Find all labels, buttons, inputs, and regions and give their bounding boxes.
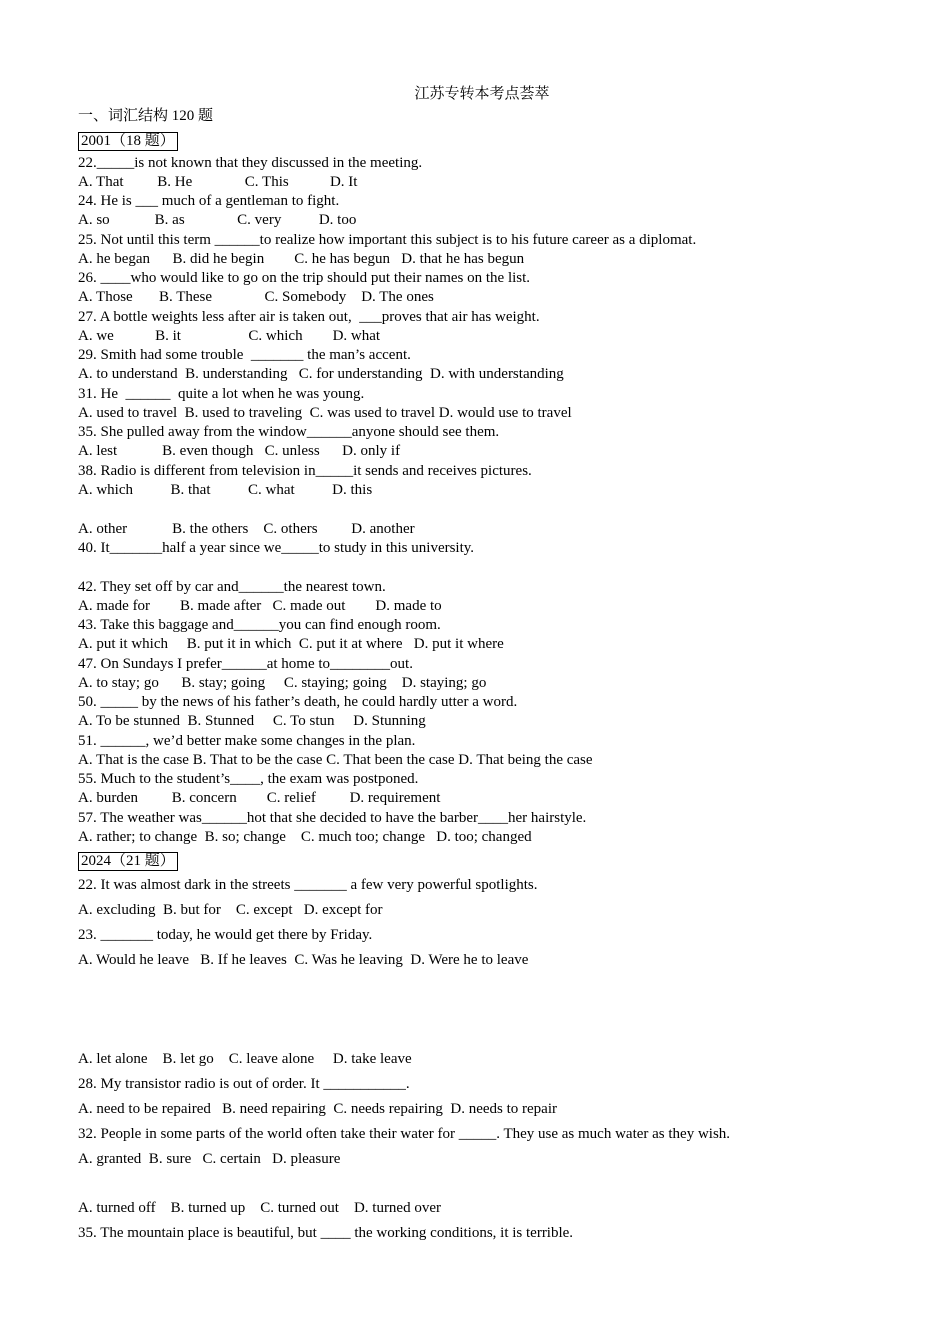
document-title: 江苏专转本考点荟萃	[414, 86, 550, 102]
section-heading: 一、词汇结构 120 题	[78, 108, 214, 124]
options-line: A. To be stunned B. Stunned C. To stun D. Stunning	[78, 713, 426, 729]
year-box: 2001（18 题）	[78, 132, 178, 151]
options-line: A. we B. it C. which D. what	[78, 328, 381, 344]
options-line: A. That is the case B. That to be the case C. That been the case D. That being the case	[78, 752, 593, 768]
question-line: 40. It_______half a year since we_____to study in this university.	[78, 540, 475, 556]
question-line: 24. He is ___ much of a gentleman to fight.	[78, 193, 340, 209]
options-line: A. Those B. These C. Somebody D. The ones	[78, 289, 434, 305]
options-line: A. granted B. sure C. certain D. pleasure	[78, 1151, 341, 1167]
question-line: 57. The weather was______hot that she decided to have the barber____her hairstyle.	[78, 810, 587, 826]
question-line: 51. ______, we’d better make some changes in the plan.	[78, 733, 416, 749]
options-line: A. made for B. made after C. made out D. made to	[78, 598, 442, 614]
year-box: 2024（21 题）	[78, 852, 178, 871]
question-line: 22. It was almost dark in the streets _______ a few very powerful spotlights.	[78, 877, 538, 893]
options-line: A. lest B. even though C. unless D. only if	[78, 443, 401, 459]
question-line: 55. Much to the student’s____, the exam was postponed.	[78, 771, 419, 787]
question-line: 50. _____ by the news of his father’s death, he could hardly utter a word.	[78, 694, 518, 710]
options-line: A. which B. that C. what D. this	[78, 482, 373, 498]
question-line: 43. Take this baggage and______you can find enough room.	[78, 617, 441, 633]
options-line: A. rather; to change B. so; change C. much too; change D. too; changed	[78, 829, 532, 845]
options-line: A. Would he leave B. If he leaves C. Was he leaving D. Were he to leave	[78, 952, 529, 968]
options-line: A. so B. as C. very D. too	[78, 212, 357, 228]
question-line: 31. He ______ quite a lot when he was young.	[78, 386, 365, 402]
question-line: 26. ____who would like to go on the trip should put their names on the list.	[78, 270, 531, 286]
question-line: 27. A bottle weights less after air is taken out, ___proves that air has weight.	[78, 309, 540, 325]
options-line: A. burden B. concern C. relief D. requirement	[78, 790, 441, 806]
question-line: 23. _______ today, he would get there by Friday.	[78, 927, 373, 943]
options-line: A. other B. the others C. others D. another	[78, 521, 415, 537]
year-label-2001	[78, 132, 178, 151]
question-line: 38. Radio is different from television in_____it sends and receives pictures.	[78, 463, 532, 479]
options-line: A. to understand B. understanding C. for understanding D. with understanding	[78, 366, 564, 382]
question-line: 29. Smith had some trouble _______ the man’s accent.	[78, 347, 411, 363]
options-line: A. turned off B. turned up C. turned out D. turned over	[78, 1200, 441, 1216]
options-line: A. to stay; go B. stay; going C. staying; going D. staying; go	[78, 675, 487, 691]
options-line: A. excluding B. but for C. except D. except for	[78, 902, 383, 918]
question-line: 35. She pulled away from the window______anyone should see them.	[78, 424, 500, 440]
options-line: A. put it which B. put it in which C. put it at where D. put it where	[78, 636, 504, 652]
question-line: 42. They set off by car and______the nearest town.	[78, 579, 386, 595]
options-line: A. used to travel B. used to traveling C. was used to travel D. would use to travel	[78, 405, 572, 421]
options-line: A. need to be repaired B. need repairing C. needs repairing D. needs to repair	[78, 1101, 557, 1117]
question-line: 25. Not until this term ______to realize how important this subject is to his future career as a diplomat.	[78, 232, 697, 248]
options-line: A. That B. He C. This D. It	[78, 174, 358, 190]
question-line: 22._____is not known that they discussed in the meeting.	[78, 155, 423, 171]
question-line: 35. The mountain place is beautiful, but ____ the working conditions, it is terrible.	[78, 1225, 574, 1241]
question-line: 28. My transistor radio is out of order. It ___________.	[78, 1076, 410, 1092]
options-line: A. he began B. did he begin C. he has begun D. that he has begun	[78, 251, 525, 267]
options-line: A. let alone B. let go C. leave alone D. take leave	[78, 1051, 412, 1067]
year-label-2024	[78, 852, 178, 871]
question-line: 47. On Sundays I prefer______at home to________out.	[78, 656, 413, 672]
question-line: 32. People in some parts of the world often take their water for _____. They use as much water as they wish.	[78, 1126, 731, 1142]
